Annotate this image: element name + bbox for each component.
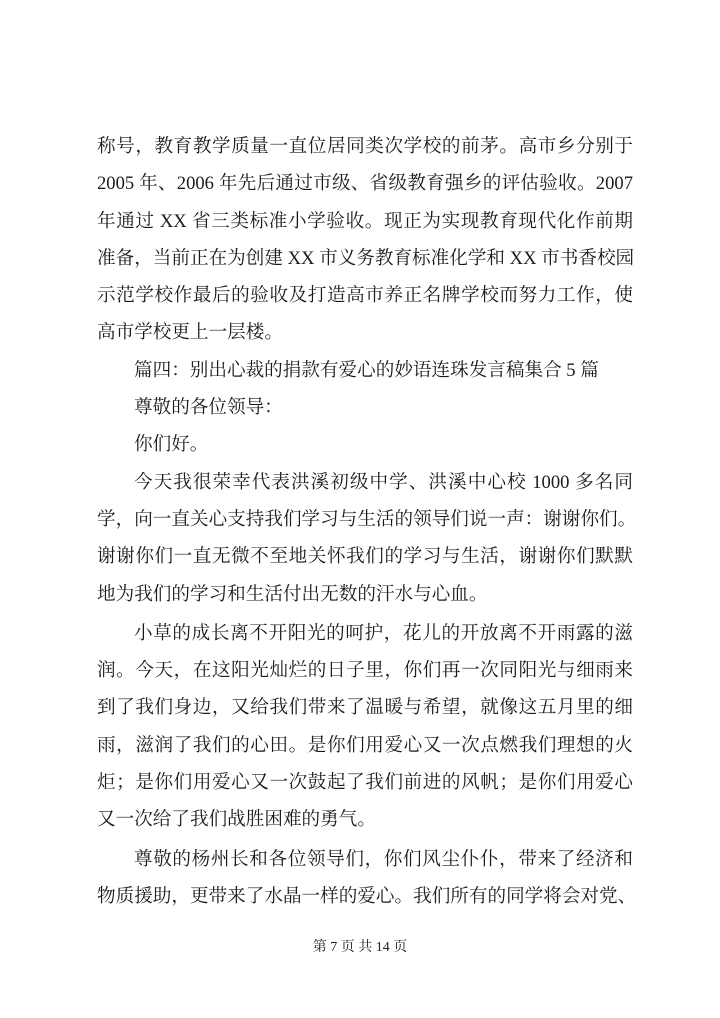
text-line: 到了我们身边，又给我们带来了温暖与希望，就像这五月里的细	[97, 697, 633, 719]
paragraph	[97, 841, 637, 916]
paragraph	[97, 128, 633, 352]
text-line: 地为我们的学习和生活付出无数的汗水与心血。	[97, 583, 488, 605]
text-line: 尊敬的杨州长和各位领导们，你们风尘仆仆，带来了经济和	[134, 848, 633, 870]
text-line: 示范学校作最后的验收及打造高市养正名牌学校而努力工作，使	[97, 285, 633, 307]
text-line: 高市学校更上一层楼。	[97, 322, 283, 344]
paragraph	[97, 615, 633, 839]
paragraph	[97, 389, 633, 426]
paragraph	[97, 464, 637, 613]
document-body	[97, 128, 637, 917]
text-line: 称号，教育教学质量一直位居同类次学校的前茅。高市乡分别于	[97, 136, 633, 157]
text-line: 谢谢你们一直无微不至地关怀我们的学习与生活，谢谢你们默默	[97, 546, 633, 568]
text-line: 炬；是你们用爱心又一次鼓起了我们前进的风帆；是你们用爱心	[97, 772, 633, 794]
text-line: 尊敬的各位领导：	[134, 397, 283, 419]
text-line: 小草的成长离不开阳光的呵护，花儿的开放离不开雨露的滋	[134, 622, 633, 644]
text-line: 雨，滋润了我们的心田。是你们用爱心又一次点燃我们理想的火	[97, 734, 633, 756]
text-line: 你们好。	[134, 434, 209, 456]
text-line: 准备，当前正在为创建 XX 市义务教育标准化学和 XX 市书香校园	[97, 247, 635, 269]
paragraph	[97, 426, 633, 463]
text-line: 润。今天，在这阳光灿烂的日子里，你们再一次同阳光与细雨来	[97, 660, 633, 682]
text-line: 学，向一直关心支持我们学习与生活的领导们说一声：谢谢你们。	[97, 508, 637, 530]
text-line: 又一次给了我们战胜困难的勇气。	[97, 809, 376, 831]
text-line: 2005 年、2006 年先后通过市级、省级教育强乡的评估验收。2007	[97, 173, 633, 195]
text-line: 年通过 XX 省三类标准小学验收。现正为实现教育现代化作前期	[97, 210, 633, 232]
text-line: 今天我很荣幸代表洪溪初级中学、洪溪中心校 1000 多名同	[134, 471, 633, 493]
text-line: 物质援助，更带来了水晶一样的爱心。我们所有的同学将会对党、	[97, 885, 637, 907]
text-line: 篇四：别出心裁的捐款有爱心的妙语连珠发言稿集合 5 篇	[134, 359, 599, 381]
page-footer: 第 7 页 共 14 页	[312, 940, 408, 955]
paragraph	[97, 352, 633, 389]
